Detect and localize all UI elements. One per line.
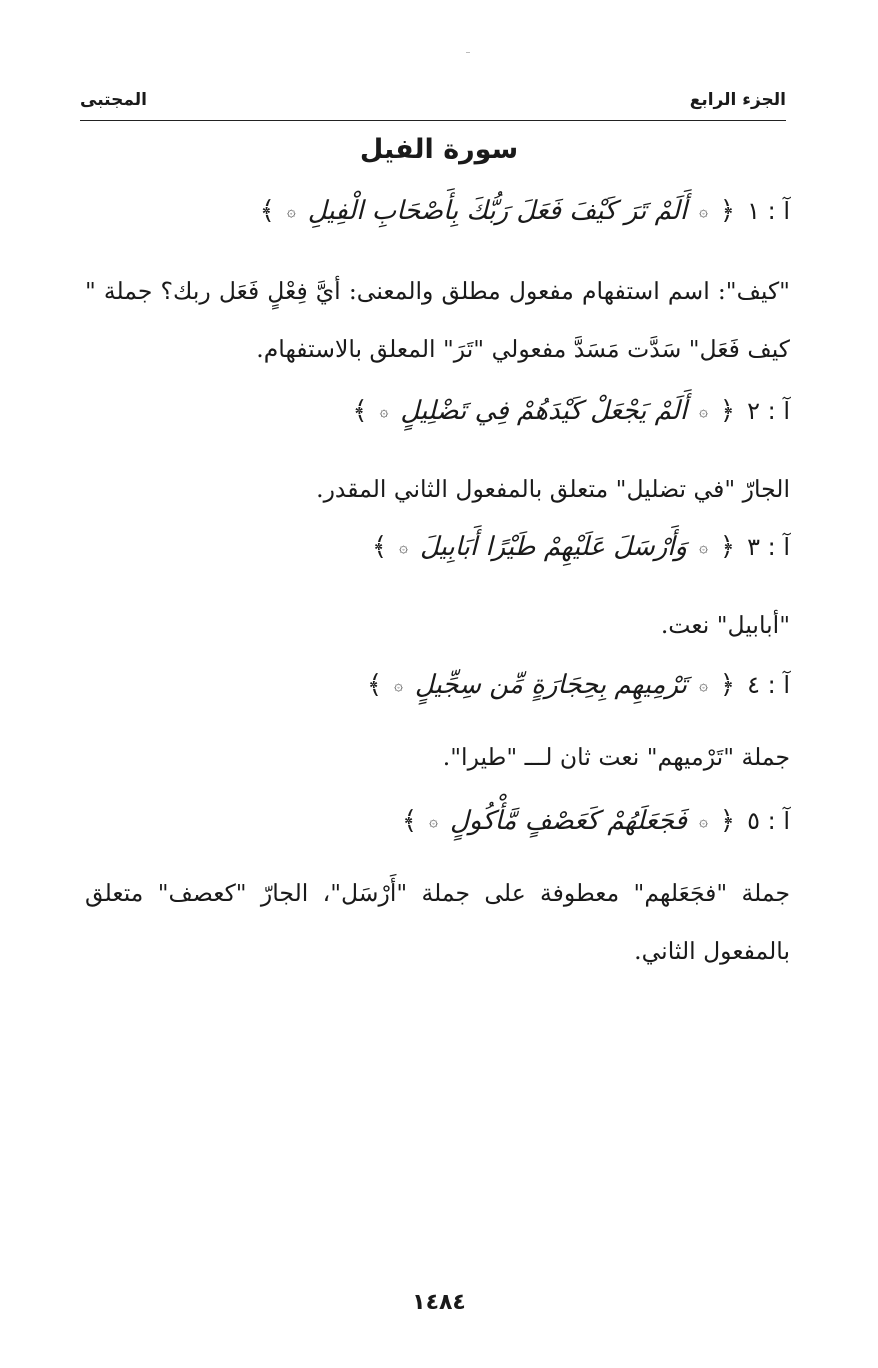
close-bracket-icon: ﴾ <box>366 670 383 700</box>
open-bracket-icon: ﴿ <box>719 532 736 562</box>
verse-ref: آ : ٤ <box>747 671 790 699</box>
verse-3 <box>372 532 790 562</box>
comment-4: جملة "تَرْميهم" نعت ثان لـــ "طيرا". <box>442 743 790 771</box>
verse-ref: آ : ٣ <box>747 533 790 561</box>
flower-ornament-icon: ۞ <box>429 812 438 830</box>
comment-5: جملة "فجَعَلهم" معطوفة على جملة "أَرْسَل"، الجارّ "كعصف" متعلق بالمفعول الثاني. <box>85 879 790 965</box>
verse-text: أَلَمْ يَجْعَلْ كَيْدَهُمْ فِي تَضْلِيلٍ <box>400 396 688 426</box>
flower-ornament-icon: ۞ <box>699 812 708 830</box>
flower-ornament-icon: ۞ <box>699 202 708 220</box>
flower-ornament-icon: ۞ <box>379 402 389 420</box>
flower-ornament-icon: ۞ <box>699 538 708 556</box>
verse-ref: آ : ٢ <box>747 397 790 425</box>
verse-text: تَرْمِيهِم بِحِجَارَةٍ مِّن سِجِّيلٍ <box>414 670 688 700</box>
header-book-title: المجتبى <box>80 90 147 110</box>
flower-ornament-icon: ۞ <box>399 538 408 556</box>
close-bracket-icon: ﴾ <box>352 396 368 426</box>
surah-title: سورة الفيل <box>359 134 519 165</box>
verse-2 <box>352 396 790 426</box>
close-bracket-icon: ﴾ <box>259 196 275 226</box>
comment-1: "كيف": اسم استفهام مفعول مطلق والمعنى: أيَّ فِعْلٍ فَعَل ربك؟ جملة " كيف فَعَل" سَدَّت مَسَدَّ مفعولي "تَرَ" المعلق بالاستفهام. <box>85 277 790 363</box>
close-bracket-icon: ﴾ <box>401 806 418 836</box>
page-number: ١٤٨٤ <box>412 1290 466 1315</box>
verse-text: وَأَرْسَلَ عَلَيْهِمْ طَيْرًا أَبَابِيلَ <box>419 532 688 562</box>
verse-text: أَلَمْ تَرَ كَيْفَ فَعَلَ رَبُّكَ بِأَصْحَابِ الْفِيلِ <box>307 196 688 226</box>
open-bracket-icon: ﴿ <box>719 196 736 226</box>
flower-ornament-icon: ۞ <box>394 676 403 694</box>
verse-5 <box>402 806 790 836</box>
flower-ornament-icon: ۞ <box>699 402 708 420</box>
running-header <box>80 90 786 121</box>
flower-ornament-icon: ۞ <box>699 676 708 694</box>
verse-text: فَجَعَلَهُمْ كَعَصْفٍ مَّأْكُولٍ <box>449 806 688 836</box>
comment-2: الجارّ "في تضليل" متعلق بالمفعول الثاني المقدر. <box>316 475 790 503</box>
scan-mark <box>466 52 470 53</box>
comment-3: "أبابيل" نعت. <box>660 611 790 639</box>
open-bracket-icon: ﴿ <box>719 806 736 836</box>
close-bracket-icon: ﴾ <box>371 532 388 562</box>
flower-ornament-icon: ۞ <box>286 202 296 220</box>
open-bracket-icon: ﴿ <box>719 396 736 426</box>
verse-ref: آ : ٥ <box>747 807 790 835</box>
header-volume: الجزء الرابع <box>689 90 786 110</box>
verse-1 <box>260 196 790 226</box>
verse-ref: آ : ١ <box>747 197 790 225</box>
verse-4 <box>367 670 790 700</box>
open-bracket-icon: ﴿ <box>719 670 736 700</box>
